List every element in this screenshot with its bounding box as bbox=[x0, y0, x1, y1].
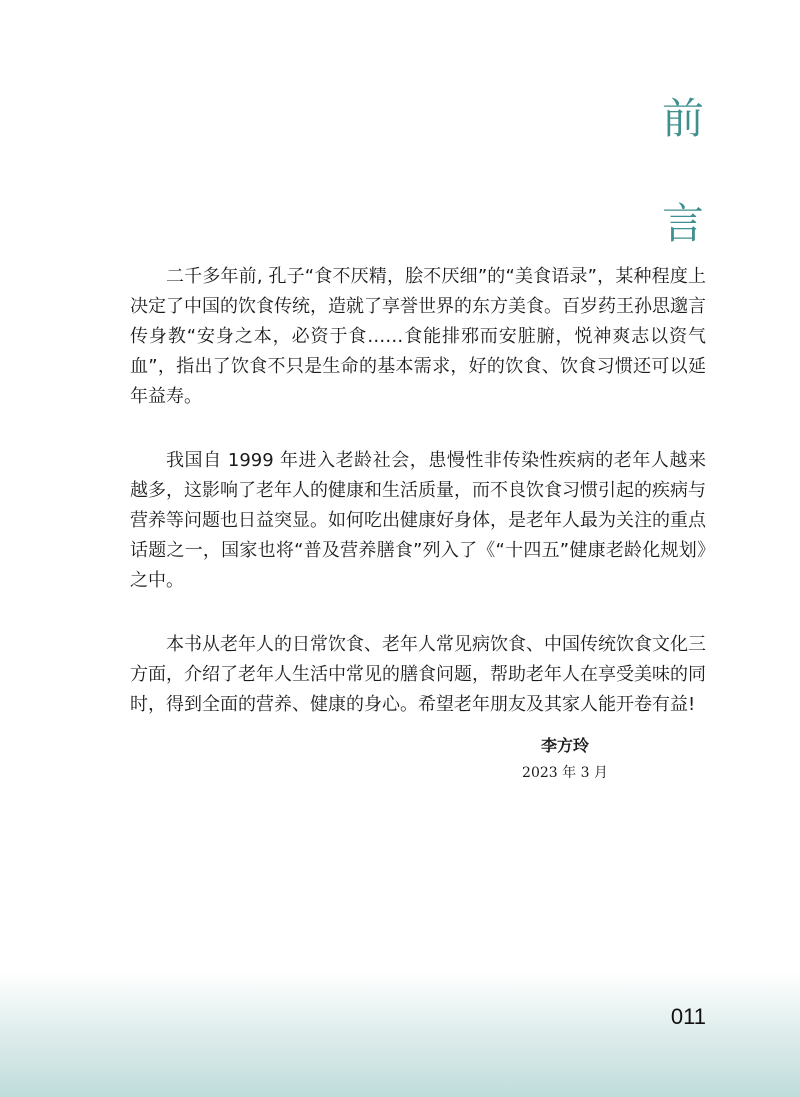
signature-date: 2023 年 3 月 bbox=[522, 765, 608, 781]
paragraph-3: 本书从老年人的日常饮食、老年人常见病饮食、中国传统饮食文化三方面，介绍了老年人生活中常见的膳食问题，帮助老年人在享受美味的同时，得到全面的营养、健康的身心。希望老年朋友及其家人能开卷有益! bbox=[130, 634, 706, 715]
paragraph-1: 二千多年前, 孔子“食不厌精，脍不厌细”的“美食语录”，某种程度上决定了中国的饮食传统，造就了享誉世界的东方美食。百岁药王孙思邈言传身教“安身之本，必资于食……食能排邪而安脏腑，悦神爽志以资气血”，指出了饮食不只是生命的基本需求，好的饮食、饮食习惯还可以延年益寿。 bbox=[130, 266, 706, 407]
page-number: 011 bbox=[670, 1004, 706, 1029]
footer-gradient-band bbox=[0, 972, 800, 1097]
author-name: 李方玲 bbox=[540, 736, 589, 755]
paragraph-2: 我国自 1999 年进入老龄社会，患慢性非传染性疾病的老年人越来越多，这影响了老年人的健康和生活质量，而不良饮食习惯引起的疾病与营养等问题也日益突显。如何吃出健康好身体，是老年人最为关注的重点话题之一，国家也将“普及营养膳食”列入了《“十四五”健康老龄化规划》之中。 bbox=[130, 450, 706, 591]
preface-body bbox=[130, 262, 706, 754]
title-char-yan: 言 bbox=[661, 199, 704, 248]
title-char-qian: 前 bbox=[661, 94, 704, 143]
